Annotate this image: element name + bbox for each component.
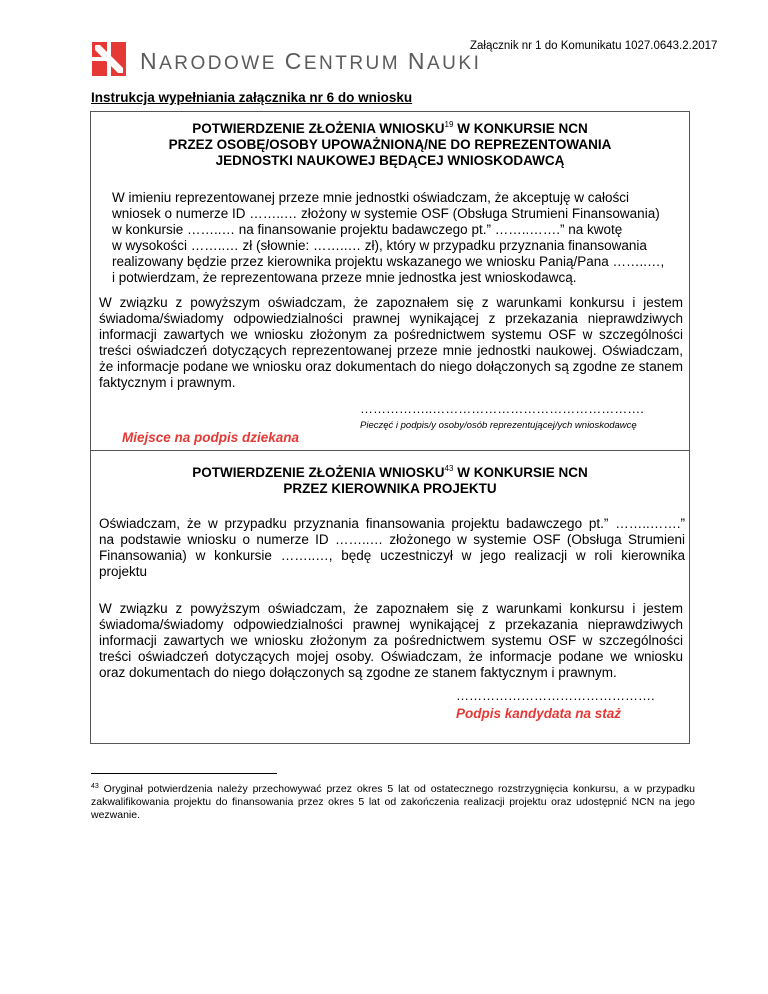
section-divider: [91, 450, 689, 451]
statement-line: na podstawie wniosku o numerze ID ……..… złożonego w systemie OSF (Obsługa Strumieni: [99, 532, 685, 547]
section2-signature-line: ……………………………………….: [456, 688, 655, 703]
ncn-logo-text: NARODOWE CENTRUM NAUKI: [140, 48, 482, 74]
statement-line: realizowany będzie przez kierownika projektu wskazanego we wniosku Panią/Pana ……..…,: [112, 254, 665, 269]
section2-title: POTWIERDZENIE ZŁOŻENIA WNIOSKU$^{43}$ W KONKURSIE NCN PRZEZ KIEROWNIKA PROJEKTU: [192, 464, 588, 496]
statement-line: w konkursie ……..… na finansowanie projektu badawczego pt.” ……..…….” na kwotę: [112, 222, 623, 237]
statement-line: W imieniu reprezentowanej przeze mnie jednostki oświadczam, że akceptuję w całości: [112, 190, 629, 205]
ncn-logo-icon: [92, 42, 126, 76]
section1-statement: [112, 190, 672, 286]
footnote: $^{43}$ Oryginał potwierdzenia należy przechowywać przez okres 5 lat od ostatecznego rozstrzygnięcia konkursu, a w przypadku zakwalifikowania projektu do finansowania przez okres 5 lat od zakończenia realizacji projektu oraz udostępnić NCN na jego wezwanie.: [91, 783, 695, 821]
statement-line: wniosek o numerze ID ……..… złożony w systemie OSF (Obsługa Strumieni Finansowania): [112, 206, 660, 221]
attachment-reference: Załącznik nr 1 do Komunikatu 1027.0643.2.2017: [470, 40, 718, 52]
section1-title: POTWIERDZENIE ZŁOŻENIA WNIOSKU$^{19}$ W KONKURSIE NCN PRZEZ OSOBĘ/OSOBY UPOWAŻNIONĄ/NE DO REPREZENTOWANIA JEDNOSTKI NAUKOWEJ BĘDĄCEJ WNIOSKODAWCĄ: [168, 120, 612, 168]
statement-line: w wysokości ……..… zł (słownie: ……..… zł), który w przypadku przyznania finansowania: [112, 238, 647, 253]
dean-signature-place: Miejsce na podpis dziekana: [122, 430, 300, 445]
instruction-title: Instrukcja wypełniania załącznika nr 6 do wniosku: [91, 90, 413, 105]
statement-line: projektu: [99, 564, 148, 579]
statement-line: Finansowania) w konkursie ……..…, będę uczestniczył w jego realizacji w roli kierownika: [99, 548, 685, 563]
candidate-signature-caption: Podpis kandydata na staż: [456, 706, 622, 721]
footnote-rule: [91, 773, 277, 774]
section1-signature-line: ……………..………………………………………….: [360, 401, 644, 416]
section2-declaration: W związku z powyższym oświadczam, że zapoznałem się z warunkami konkursu i jestem świadoma/świadomy odpowiedzialności prawnej wynikającej z przekazania nieprawdziwych informacji zawartych we wniosku złożonym za pośrednictwem systemu OSF w szczególności treści oświadczeń dotyczących mojej osoby. Oświadczam, że informacje podane we wniosku oraz dokumentach do niego dołączonych są zgodne ze stanem faktycznym i prawnym.: [99, 601, 683, 680]
section1-declaration: W związku z powyższym oświadczam, że zapoznałem się z warunkami konkursu i jestem świadoma/świadomy odpowiedzialności prawnej wynikającej z przekazania nieprawdziwych informacji zawartych we wniosku złożonym za pośrednictwem systemu OSF w szczególności treści oświadczeń dotyczących reprezentowanej przeze mnie jednostki naukowej. Oświadczam, że informacje podane we wniosku oraz dokumentach do niego dołączonych są zgodne ze stanem faktycznym i prawnym.: [99, 295, 683, 390]
statement-line: i potwierdzam, że reprezentowana przeze mnie jednostka jest wnioskodawcą.: [112, 270, 577, 285]
section1-signature-caption: Pieczęć i podpis/y osoby/osób reprezentującej/ych wnioskodawcę: [360, 420, 637, 431]
statement-line: Oświadczam, że w przypadku przyznania finansowania projektu badawczego pt.” ……..…….”: [99, 516, 685, 531]
section2-statement: [99, 516, 685, 580]
